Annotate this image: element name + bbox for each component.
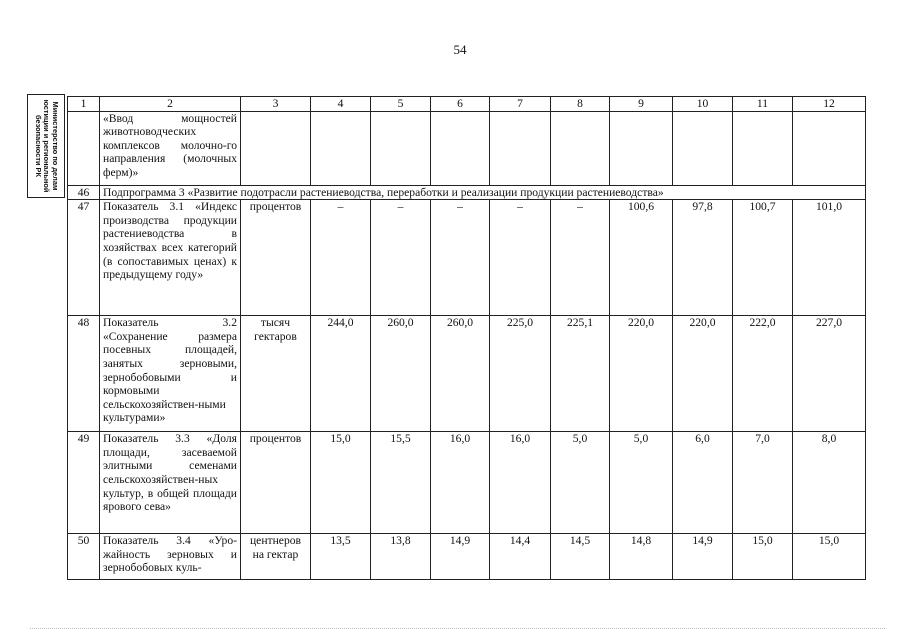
column-header: 7 <box>490 97 551 112</box>
value-cell <box>673 111 733 185</box>
indicator-name: «Ввод мощностей животноводческих комплексов молочно-го направления (молочных ферм)» <box>100 111 241 185</box>
value-cell <box>371 111 431 185</box>
unit: процентов <box>241 200 311 316</box>
table-row-47 <box>68 200 866 316</box>
value-cell <box>551 111 610 185</box>
column-header: 8 <box>551 97 610 112</box>
table-row-48 <box>68 316 866 432</box>
value-cell: 8,0 <box>793 432 866 534</box>
value-cell: 244,0 <box>311 316 371 432</box>
column-header: 5 <box>371 97 431 112</box>
value-cell: 227,0 <box>793 316 866 432</box>
value-cell: 260,0 <box>371 316 431 432</box>
value-cell: – <box>551 200 610 316</box>
value-cell <box>733 111 793 185</box>
value-cell: 16,0 <box>431 432 490 534</box>
column-header: 3 <box>241 97 311 112</box>
value-cell: 97,8 <box>673 200 733 316</box>
value-cell: 100,6 <box>610 200 673 316</box>
value-cell: 5,0 <box>610 432 673 534</box>
value-cell <box>311 111 371 185</box>
column-header: 6 <box>431 97 490 112</box>
value-cell: 15,5 <box>371 432 431 534</box>
value-cell: 13,8 <box>371 534 431 580</box>
page-number: 54 <box>453 42 467 57</box>
table-row-49 <box>68 432 866 534</box>
value-cell: 14,4 <box>490 534 551 580</box>
column-header: 1 <box>68 97 100 112</box>
value-cell: – <box>431 200 490 316</box>
value-cell: 14,9 <box>431 534 490 580</box>
value-cell: 13,5 <box>311 534 371 580</box>
value-cell: – <box>371 200 431 316</box>
value-cell: 16,0 <box>490 432 551 534</box>
indicator-name: Показатель 3.2 «Сохранение размера посевных площадей, занятых зерновыми, зернобобовыми и кормовыми сельскохозяйствен-ными культурами» <box>100 316 241 432</box>
scan-noise-line <box>30 628 885 629</box>
column-header: 12 <box>793 97 866 112</box>
indicator-name: Показатель 3.3 «Доля площади, засеваемой элитными семенами сельскохозяйствен-ных культур, в общей площади ярового сева» <box>100 432 241 534</box>
value-cell: 15,0 <box>311 432 371 534</box>
column-header: 10 <box>673 97 733 112</box>
column-header: 9 <box>610 97 673 112</box>
column-header: 4 <box>311 97 371 112</box>
value-cell: 220,0 <box>610 316 673 432</box>
value-cell <box>610 111 673 185</box>
indicator-name: Показатель 3.4 «Уро-жайность зерновых и зернобобовых куль- <box>100 534 241 580</box>
value-cell: 225,1 <box>551 316 610 432</box>
row-number: 47 <box>68 200 100 316</box>
value-cell: 101,0 <box>793 200 866 316</box>
column-header: 11 <box>733 97 793 112</box>
value-cell: 15,0 <box>793 534 866 580</box>
value-cell: 7,0 <box>733 432 793 534</box>
unit: процентов <box>241 432 311 534</box>
value-cell: 222,0 <box>733 316 793 432</box>
column-header: 2 <box>100 97 241 112</box>
row-number: 48 <box>68 316 100 432</box>
value-cell: 225,0 <box>490 316 551 432</box>
value-cell: 14,5 <box>551 534 610 580</box>
table-row-46 <box>68 185 866 200</box>
indicators-table <box>67 96 866 580</box>
value-cell: 260,0 <box>431 316 490 432</box>
unit <box>241 111 311 185</box>
value-cell: 15,0 <box>733 534 793 580</box>
table-row-50 <box>68 534 866 580</box>
value-cell: – <box>311 200 371 316</box>
row-number <box>68 111 100 185</box>
row-number: 50 <box>68 534 100 580</box>
value-cell: 220,0 <box>673 316 733 432</box>
value-cell <box>431 111 490 185</box>
value-cell: – <box>490 200 551 316</box>
subprogram-title: Подпрограмма 3 «Развитие подотрасли растениеводства, переработки и реализации продукции растениеводства» <box>100 185 866 200</box>
unit: тысяч гектаров <box>241 316 311 432</box>
indicator-name: Показатель 3.1 «Индекс производства продукции растениеводства в хозяйствах всех категорий (в сопоставимых ценах) к предыдущему году» <box>100 200 241 316</box>
unit: центнеров на гектар <box>241 534 311 580</box>
row-number: 46 <box>68 185 100 200</box>
stamp-text: Министерство по делам юстиции и региональной безопасности РК <box>33 99 60 193</box>
registration-stamp <box>27 94 65 198</box>
value-cell: 14,8 <box>610 534 673 580</box>
value-cell: 100,7 <box>733 200 793 316</box>
row-number: 49 <box>68 432 100 534</box>
table-row-continued <box>68 111 866 185</box>
value-cell: 6,0 <box>673 432 733 534</box>
value-cell <box>490 111 551 185</box>
column-number-header-row <box>68 97 866 112</box>
value-cell: 5,0 <box>551 432 610 534</box>
value-cell: 14,9 <box>673 534 733 580</box>
value-cell <box>793 111 866 185</box>
